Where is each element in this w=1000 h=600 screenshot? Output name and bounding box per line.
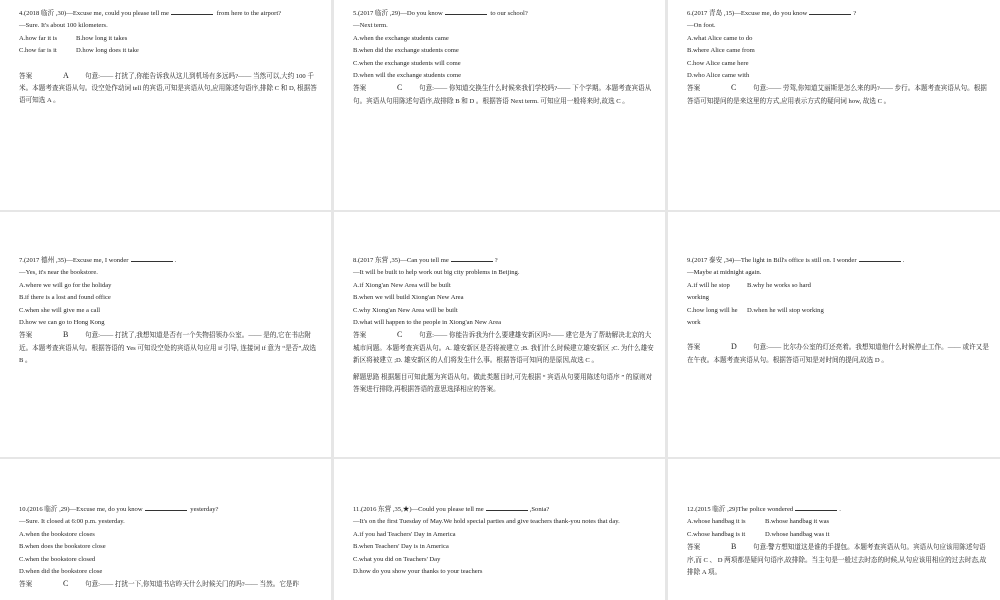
question-tail: ? <box>853 10 857 17</box>
option-b: B.when did the exchange students come <box>353 47 459 55</box>
option-a: A.what Alice came to do <box>687 34 753 42</box>
option-c: C.how far is it <box>19 47 57 55</box>
question-tail: . <box>902 257 905 264</box>
question-tail: ? <box>494 257 498 264</box>
answer-blank <box>145 504 187 511</box>
answer-block <box>687 541 990 579</box>
solution-note: 解题思路 根据题目可知此题为宾语从句。做此类题目时,可先根据 “ 宾语从句要用陈述句语序 ” 的原则对答案进行排除,再根据答语的意思选择相应的答案。 <box>353 373 653 394</box>
answer-label: 答案 <box>19 332 33 340</box>
explanation-text: 句意:警方想知道这是谁的手提包。本题考查宾语从句。宾语从句应该用陈述句语序,而 C 、 D 两项都是疑问句语序,故排除。当主句是一般过去时态的时候,从句应该用相应的过去时态,故排除 A 项。 <box>687 544 987 577</box>
question-text: 11.(2016 东营 ,35,★)—Could you please tell me <box>353 506 484 513</box>
option-d: D.when did the bookstore close <box>19 568 103 576</box>
option-a: A.if you had Teachers' Day in America <box>353 530 456 538</box>
answer-blank <box>486 504 528 511</box>
reply-text: —Sure. It closed at 6:00 p.m. yesterday. <box>19 518 125 526</box>
option-c: C.why Xiong'an New Area will be built <box>353 306 458 314</box>
option-c: C.whose handbag is it <box>687 530 746 538</box>
answer-block <box>687 341 990 367</box>
answer-letter: C <box>63 579 69 589</box>
explanation-text: 句意:—— 你能告诉我为什么要建雄安新区吗?—— 建它是为了帮助解决北京的大城市问题。本题考查宾语从句。A. 雄安新区是否将被建立 ;B. 我们什么时候建立雄安新区 ;C. 为什么雄安新区将被建立 ;D. 雄安新区的人们将发生什么事。根据答语可知问的是原因,故选 C 。 <box>353 332 654 365</box>
reply-text: —It's on the first Tuesday of May.We hold special parties and give teachers thank-you notes that day. <box>353 518 620 526</box>
answer-blank <box>795 504 837 511</box>
answer-letter: B <box>731 542 737 552</box>
option-c: C.how Alice came here <box>687 59 749 67</box>
question-tail: . <box>839 506 841 513</box>
reply-text: —It will be built to help work out big city problems in Beijing. <box>353 269 520 277</box>
explanation-text: 句意:—— 打扰了,你能告诉我从这儿到机场有多远吗?—— 当然可以,大约 100 千米。本题考查宾语从句。设空处作动词 tell 的宾语,可知是宾语从句,应用陈述句语序,排除 C 和 D, 根据答语可知选 A 。 <box>19 72 317 105</box>
answer-letter: C <box>731 83 737 93</box>
option-b: B.where Alice came from <box>687 47 755 55</box>
question-card-10 <box>0 459 331 600</box>
question-text: 9.(2017 泰安 ,34)—The light in Bill's office is still on. I wonder <box>687 257 857 264</box>
question-text: 10.(2016 临沂 ,29)—Excuse me, do you know <box>19 506 143 513</box>
option-b: B.whose handbag it was <box>765 518 830 526</box>
question-tail: ,Sonia? <box>529 506 550 513</box>
question-card-12 <box>668 459 1000 600</box>
question-card-11 <box>334 459 665 600</box>
question-text: 7.(2017 德州 ,35)—Excuse me, I wonder <box>19 257 129 264</box>
option-d: D.what will happen to the people in Xiong'an New Area <box>353 319 502 327</box>
option-b: B.if there is a lost and found office <box>19 294 111 302</box>
answer-label: 答案 <box>353 85 367 93</box>
option-b: B.when Teachers' Day is in America <box>353 543 449 551</box>
option-c: C.what you did on Teachers' Day <box>353 555 441 563</box>
reply-text: —Maybe at midnight again. <box>687 269 762 277</box>
option-a: A.how far it is <box>19 34 58 42</box>
answer-blank <box>171 8 213 15</box>
question-text: 12.(2015 临沂 ,29)The police wondered <box>687 506 794 513</box>
explanation-text: 句意:—— 比尔办公室的灯还亮着。我想知道他什么时候停止工作。—— 或许又是在午夜。本题考查宾语从句。根据答语可知是对时间的提问,故选 D 。 <box>687 344 989 364</box>
question-card-4 <box>0 0 331 210</box>
reply-text: —Next term. <box>353 22 388 30</box>
option-d: D.when will the exchange students come <box>353 72 462 80</box>
option-a: A.where we will go for the holiday <box>19 281 112 289</box>
answer-blank <box>445 8 487 15</box>
option-a: A.if Xiong'an New Area will be built <box>353 281 451 289</box>
answer-blank <box>451 255 493 262</box>
answer-label: 答案 <box>687 344 701 352</box>
answer-letter: C <box>397 330 403 340</box>
reply-text: —Yes, it's near the bookstore. <box>19 269 98 277</box>
answer-letter: A <box>63 70 69 80</box>
answer-block <box>353 82 655 108</box>
answer-blank <box>859 255 901 262</box>
question-text: 4.(2018 临沂 ,30)—Excuse me, could you please tell me <box>19 10 169 17</box>
answer-blank <box>809 8 851 15</box>
question-card-7 <box>0 212 331 457</box>
option-d: D.how do you show your thanks to your teachers <box>353 568 483 576</box>
option-d: D.how we can go to Hong Kong <box>19 319 105 327</box>
option-b: B.how long it takes <box>76 34 128 42</box>
option-a: A.when the exchange students came <box>353 34 449 42</box>
answer-label: 答案 <box>687 85 701 93</box>
answer-block <box>353 329 655 367</box>
answer-letter: B <box>63 330 69 340</box>
option-c: C.when the bookstore closed <box>19 555 96 563</box>
answer-block <box>19 329 321 367</box>
answer-label: 答案 <box>19 581 33 589</box>
answer-block <box>687 82 990 108</box>
explanation-text: 句意:—— 你知道交换生什么时候来我们学校吗?—— 下个学期。本题考查宾语从句。宾语从句用陈述句语序,故排除 B 和 D 。根据答语 Next term. 可知应用一般将来时,故选 C 。 <box>353 85 652 105</box>
question-text: 5.(2017 临沂 ,29)—Do you know <box>353 10 443 17</box>
explanation-text: 句意:—— 打扰一下,你知道书店昨天什么时候关门的吗?—— 当然。它是昨 <box>85 581 300 589</box>
question-text: 6.(2017 青岛 ,15)—Excuse me, do you know <box>687 10 808 17</box>
question-card-9 <box>668 212 1000 457</box>
question-card-5 <box>334 0 665 210</box>
option-a: A.when the bookstore closes <box>19 530 95 538</box>
reply-text: —On foot. <box>687 22 716 30</box>
question-tail: yesterday? <box>190 506 219 513</box>
option-a: A.if will he stop working <box>687 281 730 302</box>
question-card-6 <box>668 0 1000 210</box>
answer-letter: C <box>397 83 403 93</box>
option-d: D.whose handbag was it <box>765 530 830 538</box>
answer-label: 答案 <box>687 544 701 552</box>
question-tail: from here to the airport? <box>216 10 282 17</box>
answer-label: 答案 <box>19 72 33 80</box>
option-b: B.why he works so hard <box>747 281 811 289</box>
option-c: C.when she will give me a call <box>19 306 101 314</box>
option-b: B.when does the bookstore close <box>19 543 106 551</box>
answer-block <box>19 578 321 591</box>
option-d: D.who Alice came with <box>687 72 750 80</box>
option-b: B.when we will build Xiong'an New Area <box>353 294 464 302</box>
question-tail: . <box>174 257 177 264</box>
answer-blank <box>131 255 173 262</box>
option-d: D.when he will stop working <box>747 306 824 314</box>
question-tail: to our school? <box>490 10 528 17</box>
reply-text: —Sure. It's about 100 kilometers. <box>19 22 108 30</box>
option-c: C.when the exchange students will come <box>353 59 461 67</box>
option-c: C.how long will he work <box>687 306 738 327</box>
question-text: 8.(2017 东营 ,35)—Can you tell me <box>353 257 449 264</box>
option-a: A.whose handbag it is <box>687 518 746 526</box>
answer-label: 答案 <box>353 332 367 340</box>
explanation-text: 句意:—— 打扰了,我想知道是否有一个失物招领办公室。—— 是的,它在书店附近。本题考查宾语从句。根据答语的 Yes 可知设空处的宾语从句应用 if 引导, 连接词 if 意为 “是否”,故选 B 。 <box>19 332 317 365</box>
option-d: D.how long does it take <box>76 47 139 55</box>
explanation-text: 句意:—— 劳驾,你知道艾丽斯是怎么来的吗?—— 步行。本题考查宾语从句。根据答语可知提问的是来这里的方式,应用表示方式的疑问词 how, 故选 C 。 <box>687 85 987 105</box>
answer-letter: D <box>731 342 737 352</box>
question-card-8 <box>334 212 665 457</box>
answer-block <box>19 70 321 108</box>
